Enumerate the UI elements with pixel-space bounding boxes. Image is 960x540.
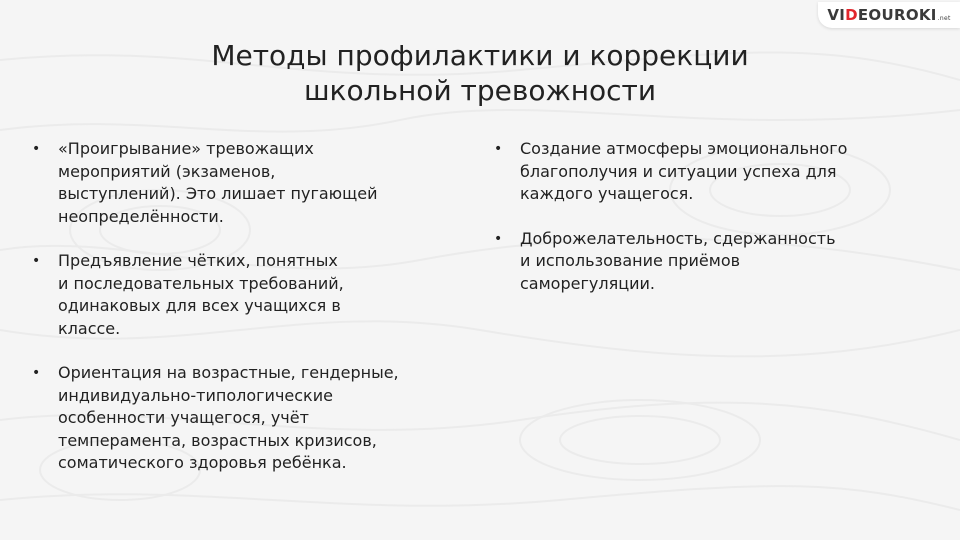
list-item-text-line: темперамента, возрастных кризисов, [58,430,377,450]
list-item-text-line: и использование приёмов [520,251,741,270]
list-item-text-line: одинаковых для всех учащихся в [58,296,341,315]
list-item-text-line: Создание атмосферы эмоционального [520,139,848,158]
bullet-marker: • [494,141,503,157]
list-item-text-line: индивидуально-типологические [58,385,333,405]
list-item-text-line: и последовательных требований, [58,273,344,293]
right-bullet-list [490,138,920,317]
bullet-marker: • [494,230,503,247]
videouroki-logo [818,2,960,28]
list-item-text-line: Ориентация на возрастные, гендерные, [58,363,399,382]
list-item-text-line: саморегуляции. [520,273,655,293]
logo-text-part1: VI [827,6,846,24]
left-bullet-list [28,138,448,497]
list-item-text-line: «Проигрывание» тревожащих [58,139,314,158]
list-item-text-line: Доброжелательность, сдержанность [520,228,836,248]
list-item-text-line: неопределённости. [58,206,224,226]
list-item [28,250,448,340]
slide-title-line2: школьной тревожности [303,74,657,107]
list-item-text-line: Предъявление чётких, понятных [58,251,338,270]
slide-title [0,38,960,108]
bullet-marker: • [32,253,41,269]
list-item [28,362,448,475]
list-item-text-line: особенности учащегося, учёт [58,408,309,427]
list-item-text-line: классе. [58,318,121,338]
bullet-marker: • [32,141,41,157]
list-item [490,138,920,206]
logo-text-part3: EOUROKI [857,6,937,24]
list-item-text-line: благополучия и ситуации успеха для [520,161,837,181]
list-item [490,228,920,296]
bullet-marker: • [32,365,41,381]
list-item-text-line: выступлений). Это лишает пугающей [58,184,378,203]
logo-text-part2: D [845,6,858,24]
list-item [28,138,448,228]
logo-suffix: .net [937,14,951,22]
list-item-text-line: соматического здоровья ребёнка. [58,453,347,472]
list-item-text-line: мероприятий (экзаменов, [58,161,276,181]
slide-title-line1: Методы профилактики и коррекции [211,39,749,72]
list-item-text-line: каждого учащегося. [520,184,694,203]
